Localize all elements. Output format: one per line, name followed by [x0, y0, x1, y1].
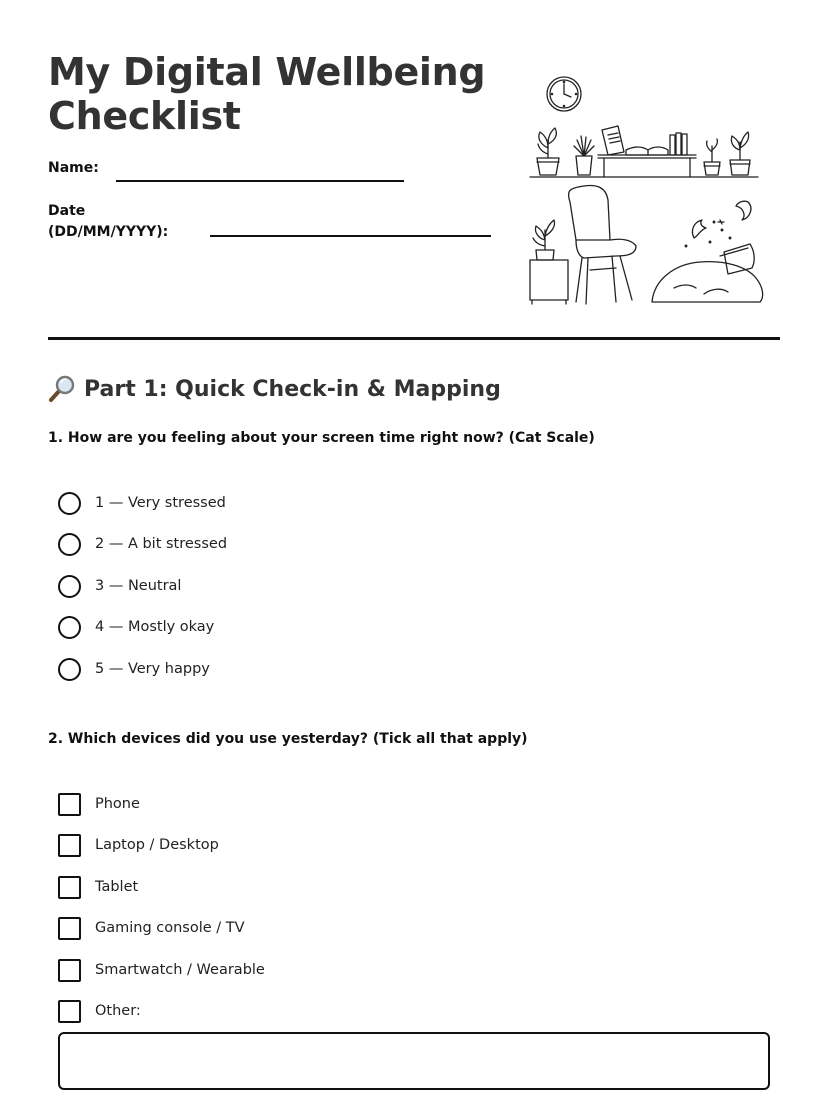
checkbox[interactable]	[58, 959, 81, 982]
shelf-icon	[530, 126, 758, 177]
q2-option-laptop[interactable]	[58, 833, 219, 857]
clock-icon	[547, 77, 581, 111]
other-devices-input[interactable]	[58, 1032, 770, 1090]
page-title	[48, 50, 508, 138]
date-label-line-1: Date	[48, 203, 86, 219]
side-table-icon	[530, 220, 568, 304]
radio-button[interactable]	[58, 492, 81, 515]
option-label: 5 — Very happy	[95, 661, 210, 677]
q1-option-5[interactable]	[58, 657, 210, 681]
q2-option-tablet[interactable]	[58, 875, 138, 899]
option-label: Phone	[95, 796, 140, 812]
option-label: Smartwatch / Wearable	[95, 962, 265, 978]
room-illustration	[524, 70, 769, 308]
q1-option-4[interactable]	[58, 615, 214, 639]
q2-option-other[interactable]	[58, 999, 141, 1023]
q1-option-3[interactable]	[58, 574, 181, 598]
bed-icon	[652, 201, 763, 302]
radio-button[interactable]	[58, 616, 81, 639]
checkbox[interactable]	[58, 793, 81, 816]
option-label: 3 — Neutral	[95, 578, 182, 594]
date-field[interactable]	[210, 235, 491, 237]
name-label: Name:	[48, 160, 99, 176]
q2-option-phone[interactable]	[58, 792, 140, 816]
radio-button[interactable]	[58, 533, 81, 556]
checkbox[interactable]	[58, 917, 81, 940]
option-label: Other:	[95, 1003, 141, 1019]
option-label: Gaming console / TV	[95, 920, 245, 936]
section-title-text: Part 1: Quick Check-in & Mapping	[84, 376, 501, 402]
title-line-2: Checklist	[48, 94, 241, 138]
date-label-line-2: (DD/MM/YYYY):	[48, 224, 169, 240]
q1-option-1[interactable]	[58, 491, 226, 515]
checkbox[interactable]	[58, 834, 81, 857]
option-label: 4 — Mostly okay	[95, 619, 215, 635]
option-label: Tablet	[95, 879, 139, 895]
title-line-1: My Digital Wellbeing	[48, 50, 486, 94]
chair-icon	[569, 186, 636, 304]
section-title	[48, 372, 501, 406]
option-label: Laptop / Desktop	[95, 837, 219, 853]
checkbox[interactable]	[58, 876, 81, 899]
date-label	[48, 201, 168, 243]
option-label: 2 — A bit stressed	[95, 536, 228, 552]
radio-button[interactable]	[58, 575, 81, 598]
magnifying-glass-icon	[48, 375, 76, 403]
radio-button[interactable]	[58, 658, 81, 681]
name-field[interactable]	[116, 180, 404, 182]
q1-option-2[interactable]	[58, 532, 227, 556]
option-label: 1 — Very stressed	[95, 495, 226, 511]
question-2: 2. Which devices did you use yesterday? (Tick all that apply)	[48, 731, 528, 747]
q2-option-console[interactable]	[58, 916, 245, 940]
q2-option-wearable[interactable]	[58, 958, 265, 982]
header-divider	[48, 337, 780, 340]
question-1: 1. How are you feeling about your screen time right now? (Cat Scale)	[48, 430, 595, 446]
checkbox[interactable]	[58, 1000, 81, 1023]
